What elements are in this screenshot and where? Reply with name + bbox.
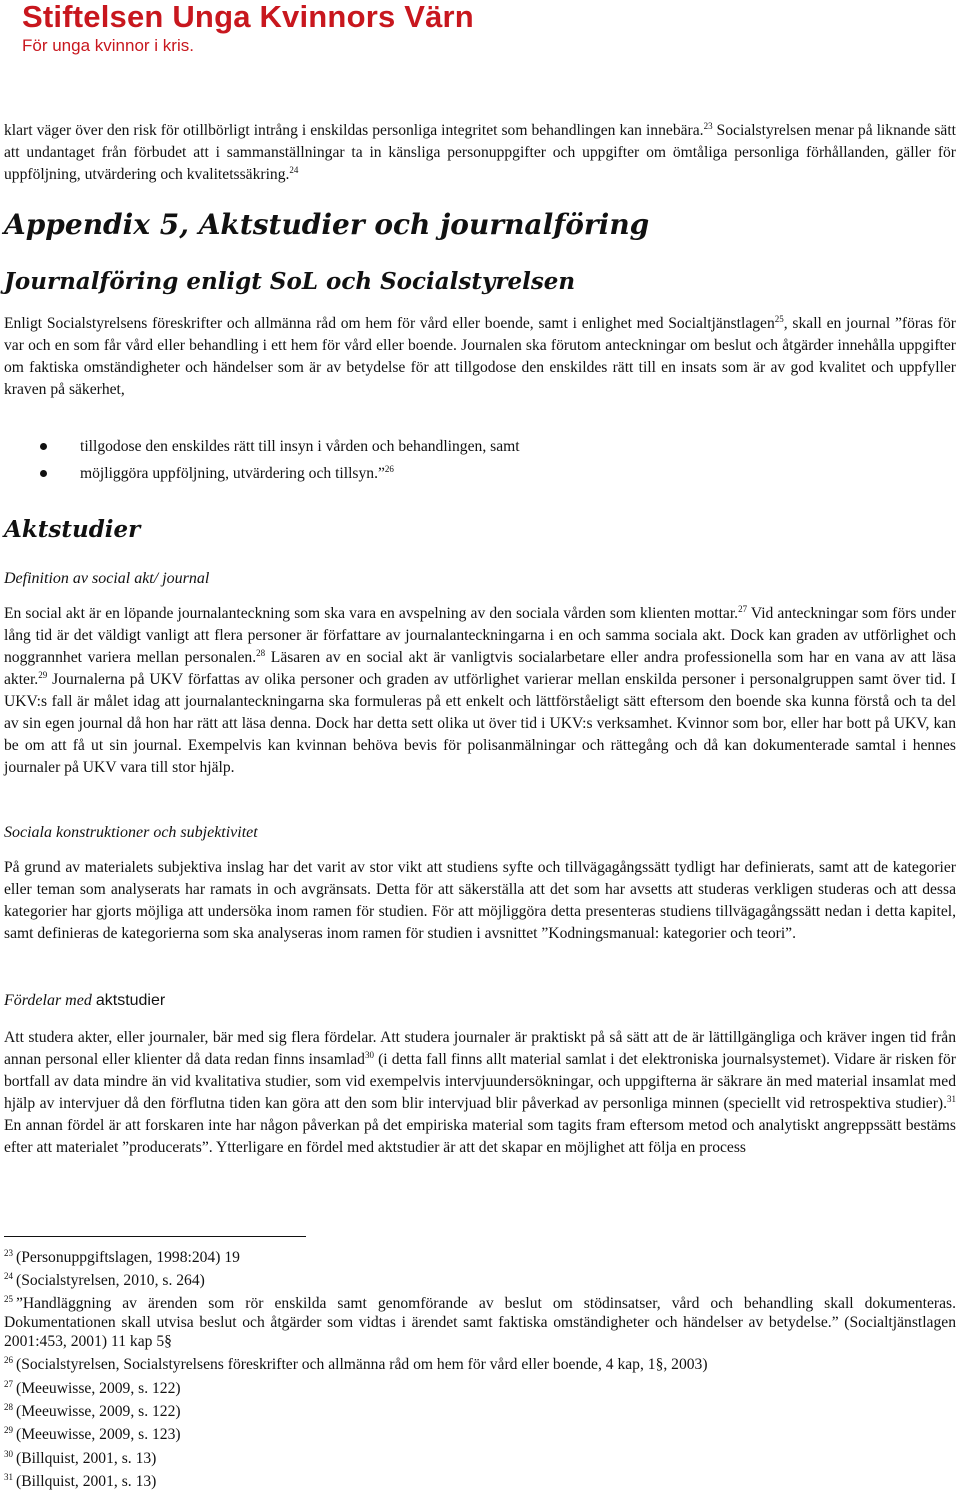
footnote-text: (Meeuwisse, 2009, s. 122) [16,1403,181,1420]
list-item [40,433,940,460]
definition-text-4: Journalerna på UKV författas av olika personer och graden av utförlighet varierar mellan enskilda personer i personalgruppen samt över tid. I UKV:s fall är målet idag att journalanteckningarna ska formuleras på ett enkelt och lättförståeligt sätt eftersom den boende ska kunna förstå och ta del av sin egen journal då hon har rätt att läsa denna. Dock har detta sett olika ut över tid i UKV:s verksamhet. Kvinnor som bor, eller har bott på UKV, kan be om att få ut sin journal. Exempelvis kan kvinnan behöva bevis för polisanmälningar och rättegång och då kan dokumenterade samtal i hennes journaler på UKV vara till stor hjälp. [4,671,956,776]
footnote-number: 25 [4,1293,13,1304]
footnote-number: 24 [4,1270,13,1281]
fordelar-heading-suffix: aktstudier [95,992,166,1009]
footnote-number: 31 [4,1471,13,1482]
footnote-ref-31: 31 [947,1093,956,1104]
footnote-text: (Billquist, 2001, s. 13) [16,1450,157,1467]
footnote-text: (Meeuwisse, 2009, s. 122) [16,1380,181,1397]
footnote-text: ”Handläggning av ärenden som rör enskilda samt genomförande av beslut om stödinsatser, vård och behandling skall dokumenteras. Dokumentationen skall utvisa beslut och åtgärder som vidtas i ärendet samt faktiska omständigheter och händelser av betydelse.” (Socialtjänstlagen 2001:453, 2001) 11 kap 5§ [4,1295,956,1350]
bullet-dot-icon [40,443,47,450]
footnote-ref-26: 26 [384,463,394,474]
footnote-ref-25: 25 [774,313,784,324]
bullet-dot-icon [40,470,47,477]
fordelar-heading [4,991,165,1011]
list-item [40,460,940,487]
definition-text-2: Vid anteckningar som förs under lång tid är det väldigt vanligt att flera personer är författare av journalanteckningarna i en och samma sociala akt. Dock kan graden av utförlighet och noggrannhet variera mellan personalen. [4,605,956,666]
fordelar-heading-prefix: Fördelar med [4,992,96,1009]
appendix-title: Appendix 5, Aktstudier och journalföring [4,208,650,241]
social-constructions-paragraph: På grund av materialets subjektiva inslag har det varit av stor vikt att studiens syfte och tillvägagångssätt tydligt har definierats, samt att de kategorier eller teman som analyserats har ramats in och avgränsats. Detta för att säkerställa att det som har avsetts att studeras verkligen studeras och att dessa kategorier har gjorts möjliga att undersöka inom ramen för studien. För att möjliggöra detta presenteras studiens tillvägagångssätt nedan i detta kapitel, samt definieras de kategorierna som ska analyseras inom ramen för studien i avsnittet ”Kodningsmanual: kategorier och teori”. [4,859,956,942]
footnote-ref-24: 24 [289,164,299,175]
organization-logo-name: Stiftelsen Unga Kvinnors Värn [22,0,474,34]
footnote-number: 26 [4,1354,13,1365]
fordelar-paragraph [4,1027,956,1159]
bullet-text: tillgodose den enskildes rätt till insyn i vården och behandlingen, samt [80,438,520,455]
footnote-number: 28 [4,1401,13,1412]
footnote-number: 29 [4,1424,13,1435]
footnote-text: (Socialstyrelsen, Socialstyrelsens föreskrifter och allmänna råd om hem för vård eller boende, 4 kap, 1§, 2003) [16,1356,708,1373]
footnote-number: 23 [4,1247,13,1258]
bullet-text: möjliggöra uppföljning, utvärdering och tillsyn.” [80,465,385,482]
footnote-divider [4,1236,306,1237]
footnote-25 [4,1294,956,1351]
definition-paragraph [4,603,956,779]
aktstudier-heading: Aktstudier [4,516,141,543]
definition-heading: Definition av social akt/ journal [4,570,210,587]
footnote-number: 30 [4,1448,13,1459]
footnote-29 [4,1425,956,1444]
fordelar-text-3: En annan fördel är att forskaren inte har någon påverkan på det empiriska material som tagits fram eftersom metod och analytiskt angreppssätt bestäms efter att materialet ”producerats”. Ytterligare en fördel med aktstudier är att det skapar en möjlighet att följa en process [4,1117,956,1156]
footnote-text: (Billquist, 2001, s. 13) [16,1473,157,1490]
footnote-ref-23: 23 [703,120,713,131]
organization-tagline: För unga kvinnor i kris. [22,36,194,55]
footnote-30 [4,1449,956,1468]
footnote-27 [4,1379,956,1398]
footnote-23 [4,1248,956,1267]
intro-paragraph [4,120,956,186]
header [22,0,474,56]
footnote-text: (Personuppgiftslagen, 1998:204) 19 [16,1249,240,1266]
footnote-24 [4,1271,956,1290]
footnote-26 [4,1355,956,1374]
intro-text-a: klart väger över den risk för otillbörligt intrång i enskildas personliga integritet som behandlingen kan innebära. [4,122,704,139]
footnote-31 [4,1472,956,1491]
footnote-text: (Meeuwisse, 2009, s. 123) [16,1426,181,1443]
intro-text-b: Socialstyrelsen menar på liknande sätt att undantaget från förbudet att i sammanställningar ta in känsliga personuppgifter och uppgifter om ömtåliga personliga förhållanden, gäller för uppföljning, utvärdering och kvalitetssäkring. [4,122,956,183]
journal-text-b: , skall en journal ”föras för var och en som får vård eller behandling i ett hem för vård eller boende. Journalen ska förutom anteckningar om beslut och åtgärder innehålla uppgifter om faktiska omständigheter och händelser som är av betydelse för att tillgodose den enskildes rätt till en insats som är av god kvalitet och uppfyller kraven på säkerhet, [4,315,956,398]
footnote-ref-28: 28 [256,647,266,658]
fordelar-text-2: (i detta fall finns allt material samlat i det elektroniska journalsystemet). Vidare är risken för bortfall av data mindre än vid kvalitativa studier, som vid exempelvis intervjuundersökningar, och uppgifterna är säkrare än med material insamlat med hjälp av intervjuer då den förflutna tiden kan göra att den som blir intervjuad blir påverkad av personliga minnen (speciellt vid retrospektiva studier). [4,1051,956,1112]
fordelar-text-1: Att studera akter, eller journaler, bär med sig flera fördelar. Att studera journaler är praktiskt på så sätt att de är lättillgängliga och kräver ingen tid från annan personal eller klienter då data redan finns insamlad [4,1029,956,1068]
footnote-number: 27 [4,1378,13,1389]
footnote-ref-30: 30 [364,1049,374,1060]
definition-text-3: Läsaren av en social akt är vanligtvis socialarbetare eller andra professionella som har en vana av att läsa akter. [4,649,956,688]
journal-bullet-list [40,433,940,487]
journal-heading: Journalföring enligt SoL och Socialstyrelsen [4,268,576,295]
footnote-ref-27: 27 [738,603,748,614]
social-constructions-heading: Sociala konstruktioner och subjektivitet [4,824,258,841]
journal-paragraph [4,313,956,401]
definition-text-1: En social akt är en löpande journalanteckning som ska vara en avspelning av den sociala vården som klienten mottar. [4,605,739,622]
footnote-text: (Socialstyrelsen, 2010, s. 264) [16,1272,205,1289]
footnote-28 [4,1402,956,1421]
journal-text-a: Enligt Socialstyrelsens föreskrifter och allmänna råd om hem för vård eller boende, samt i enlighet med Socialtjänstlagen [4,315,775,332]
footnote-ref-29: 29 [38,669,48,680]
